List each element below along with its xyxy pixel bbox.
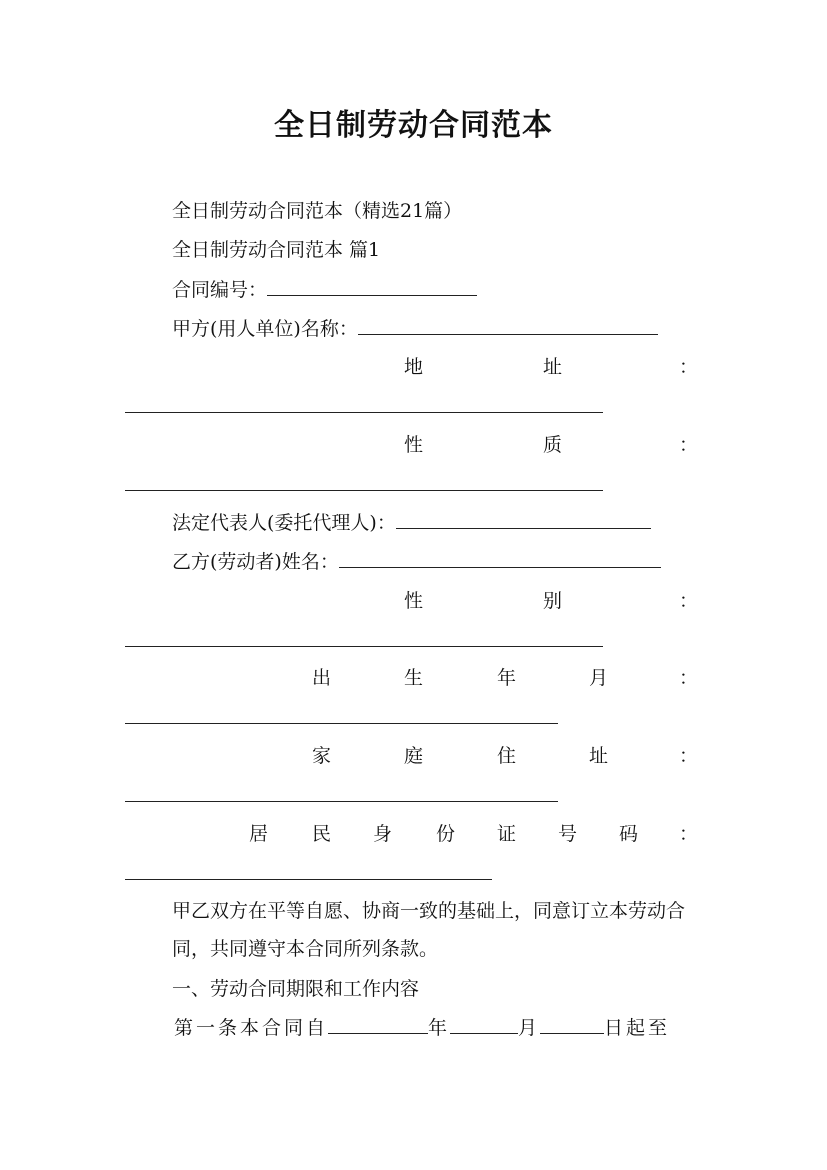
id-char: 份 bbox=[436, 823, 456, 845]
birth-char: 生 bbox=[404, 667, 424, 689]
birth-char: 月 bbox=[589, 667, 609, 689]
document-title: 全日制劳动合同范本 bbox=[274, 108, 553, 143]
address-char: 址 bbox=[543, 356, 563, 378]
address-char: 地 bbox=[404, 356, 424, 378]
contract-number-label: 合同编号： bbox=[172, 279, 268, 301]
section-heading: 全日制劳动合同范本 篇1 bbox=[172, 239, 381, 261]
nature-char: 性 bbox=[404, 434, 424, 456]
term-start-day-field[interactable] bbox=[540, 1015, 604, 1034]
party-a-name-field[interactable] bbox=[358, 316, 658, 335]
gender-field[interactable] bbox=[125, 646, 603, 647]
intro-paragraph-text: 甲乙双方在平等自愿、协商一致的基础上，同意订立本劳动合同，共同遵守本合同所列条款。 bbox=[172, 900, 686, 960]
birth-char: 出 bbox=[312, 667, 332, 689]
term-start-year-field[interactable] bbox=[328, 1015, 428, 1034]
clause-1-day-from: 日起至 bbox=[604, 1017, 671, 1039]
birth-date-field[interactable] bbox=[125, 723, 558, 724]
party-b-name-field[interactable] bbox=[339, 549, 661, 568]
party-a-name-row bbox=[172, 316, 658, 342]
id-char: 民 bbox=[312, 823, 332, 845]
address-colon: ： bbox=[679, 356, 699, 378]
birth-colon: ： bbox=[679, 667, 699, 689]
home-address-field[interactable] bbox=[125, 801, 558, 802]
id-colon: ： bbox=[679, 823, 699, 845]
gender-colon: ： bbox=[679, 590, 699, 612]
nature-char: 质 bbox=[543, 434, 563, 456]
nature-colon: ： bbox=[679, 434, 699, 456]
id-char: 身 bbox=[373, 823, 393, 845]
clause-1-prefix: 第一条本合同自 bbox=[174, 1017, 329, 1039]
party-b-name-label: 乙方(劳动者)姓名： bbox=[172, 551, 339, 573]
home-char: 址 bbox=[589, 745, 609, 767]
gender-char: 别 bbox=[543, 590, 563, 612]
clause-1-month: 月 bbox=[518, 1017, 541, 1039]
legal-rep-label: 法定代表人(委托代理人)： bbox=[172, 512, 396, 534]
party-a-name-label: 甲方(用人单位)名称： bbox=[172, 318, 358, 340]
nature-field[interactable] bbox=[125, 490, 603, 491]
clause-1-row bbox=[174, 1015, 670, 1041]
id-char: 码 bbox=[619, 823, 639, 845]
home-char: 住 bbox=[497, 745, 517, 767]
home-char: 家 bbox=[312, 745, 332, 767]
birth-char: 年 bbox=[497, 667, 517, 689]
document-subtitle: 全日制劳动合同范本（精选21篇） bbox=[172, 200, 463, 222]
legal-rep-field[interactable] bbox=[396, 510, 651, 529]
clause-heading: 一、劳动合同期限和工作内容 bbox=[172, 978, 420, 1000]
contract-number-row bbox=[172, 277, 477, 303]
id-char: 证 bbox=[497, 823, 517, 845]
contract-number-field[interactable] bbox=[267, 277, 477, 296]
id-number-field[interactable] bbox=[125, 879, 492, 880]
legal-rep-row bbox=[172, 510, 651, 536]
intro-paragraph bbox=[125, 892, 705, 968]
id-char: 号 bbox=[558, 823, 578, 845]
home-char: 庭 bbox=[404, 745, 424, 767]
clause-1-year: 年 bbox=[428, 1017, 451, 1039]
home-colon: ： bbox=[679, 745, 699, 767]
party-b-name-row bbox=[172, 549, 661, 575]
term-start-month-field[interactable] bbox=[450, 1015, 518, 1034]
address-field[interactable] bbox=[125, 412, 603, 413]
id-char: 居 bbox=[249, 823, 269, 845]
gender-char: 性 bbox=[404, 590, 424, 612]
